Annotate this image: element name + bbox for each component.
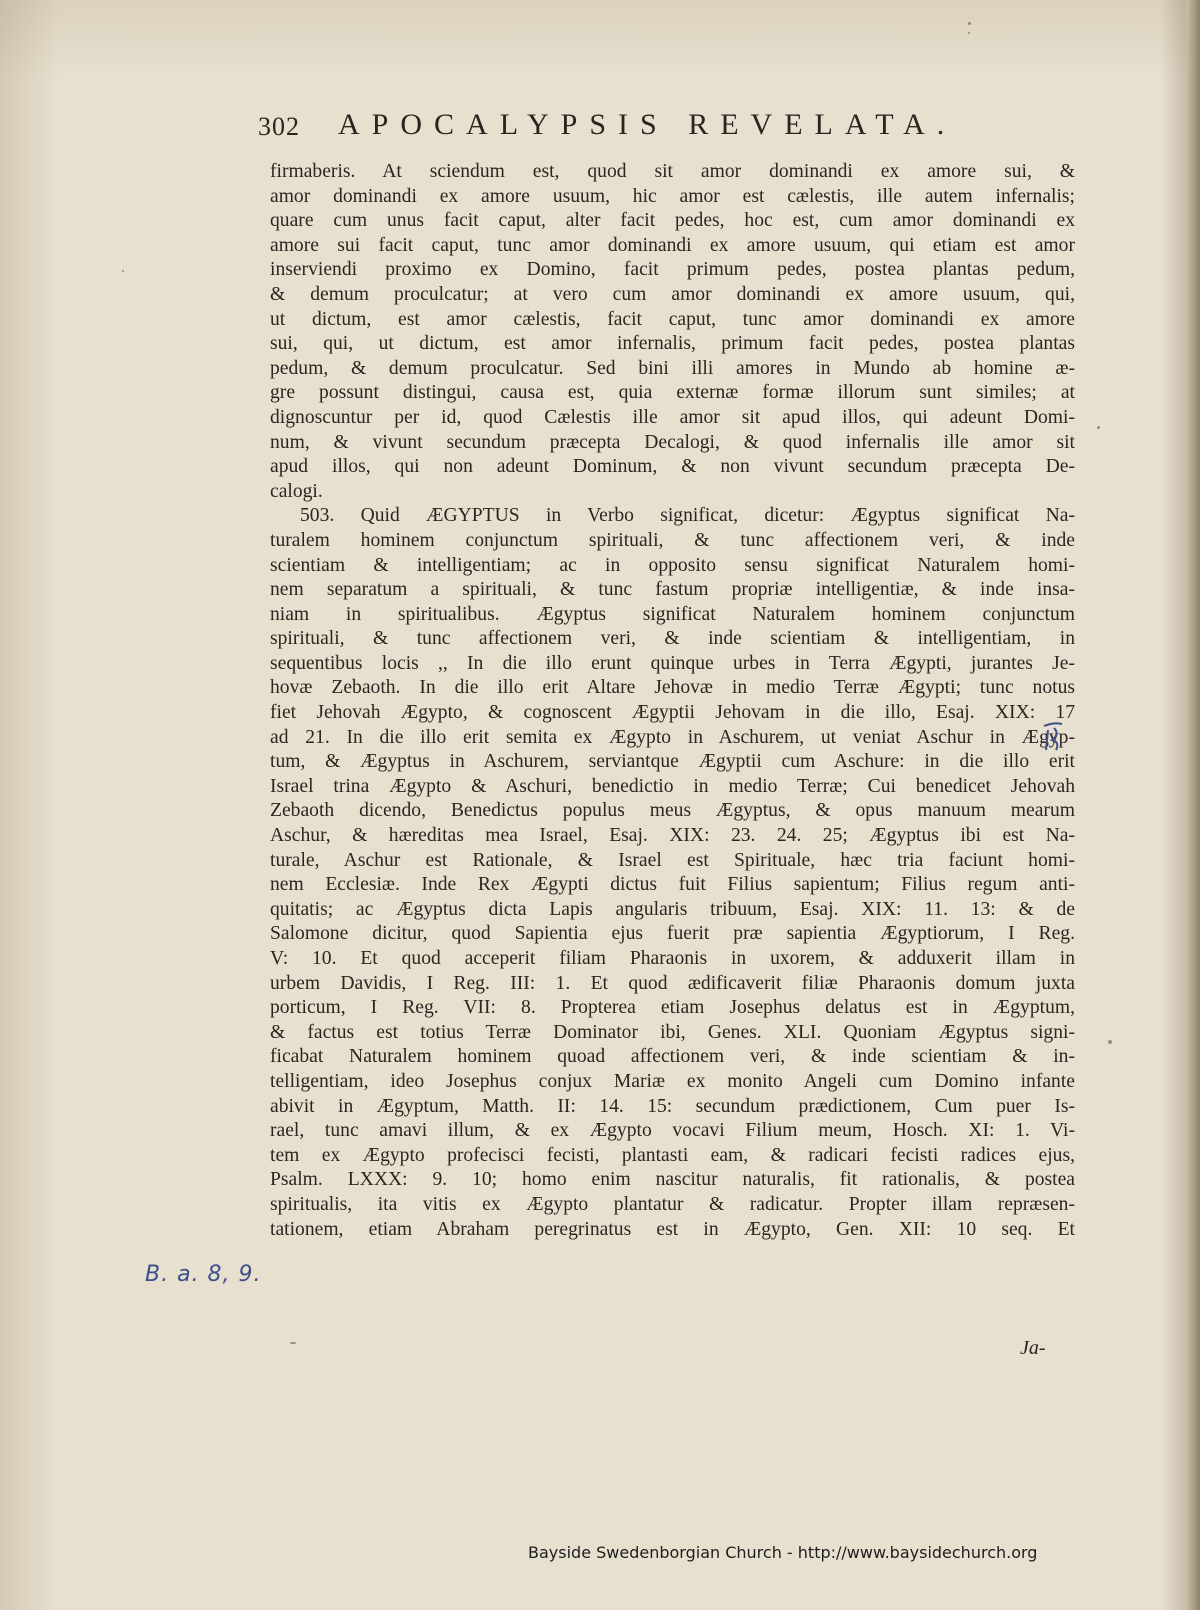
text-line: ut dictum, est amor cælestis, facit caput, tunc amor dominandi ex amore <box>270 308 1075 330</box>
text-line: calogi. <box>270 480 323 502</box>
text-line: urbem Davidis, I Reg. III: 1. Et quod ædificaverit filiæ Pharaonis domum juxta <box>270 972 1075 994</box>
text-line: ad 21. In die illo erit semita ex Ægypto in Aschurem, ut veniat Aschur in Ægyp- <box>270 726 1075 748</box>
handwritten-margin-note: B. a. 8, 9. <box>145 1262 262 1287</box>
text-line: spirituali, & tunc affectionem veri, & inde scientiam & intelligentiam, in <box>270 628 1075 650</box>
text-line: & factus est totius Terræ Dominator ibi, Genes. XLI. Quoniam Ægyptus signi- <box>270 1021 1075 1043</box>
text-line: & demum proculcatur; at vero cum amor dominandi ex amore usuum, qui, <box>270 283 1075 305</box>
text-line: rael, tunc amavi illum, & ex Ægypto vocavi Filium meum, Hosch. XI: 1. Vi- <box>270 1120 1075 1142</box>
text-line: tem ex Ægypto profecisci fecisti, plantasti eam, & radicari fecisti radices ejus, <box>270 1144 1075 1166</box>
section-503-start: 503. Quid ÆGYPTUS in Verbo significat, dicetur: Ægyptus significat Na- <box>300 505 1075 527</box>
body-text <box>270 160 1075 1242</box>
text-line: Psalm. LXXX: 9. 10; homo enim nascitur naturalis, fit rationalis, & postea <box>270 1169 1075 1191</box>
text-line: amor dominandi ex amore usuum, hic amor est cælestis, ille autem infernalis; <box>270 185 1075 207</box>
text-line: niam in spiritualibus. Ægyptus significat Naturalem hominem conjunctum <box>270 603 1075 625</box>
text-line: ficabat Naturalem hominem quoad affectionem veri, & inde scientiam & in- <box>270 1046 1075 1068</box>
text-line: pedum, & demum proculcatur. Sed bini illi amores in Mundo ab homine æ- <box>270 357 1075 379</box>
text-line: V: 10. Et quod acceperit filiam Pharaonis in uxorem, & adduxerit illam in <box>270 948 1075 969</box>
text-line: spiritualis, ita vitis ex Ægypto plantatur & radicatur. Propter illam repræsen- <box>270 1193 1075 1215</box>
text-line: turale, Aschur est Rationale, & Israel est Spirituale, hæc tria faciunt homi- <box>270 849 1075 871</box>
text-line: Israel trina Ægypto & Aschuri, benedictio in medio Terræ; Cui benedicet Jehovah <box>270 775 1075 797</box>
text-line: hovæ Zebaoth. In die illo erit Altare Jehovæ in medio Terræ Ægypti; tunc notus <box>270 677 1075 699</box>
text-line: tationem, etiam Abraham peregrinatus est in Ægypto, Gen. XII: 10 seq. Et <box>270 1218 1075 1240</box>
page-header <box>258 108 1028 148</box>
text-line: num, & vivunt secundum præcepta Decalogi, & quod infernalis ille amor sit <box>270 431 1075 453</box>
text-line: turalem hominem conjunctum spirituali, & tunc affectionem veri, & inde <box>270 529 1075 551</box>
text-line: quitatis; ac Ægyptus dicta Lapis angularis tribuum, Esaj. XIX: 11. 13: & de <box>270 898 1075 920</box>
text-line: gre possunt distingui, causa est, quia externæ formæ illorum sunt similes; at <box>270 382 1075 404</box>
text-line: abivit in Ægyptum, Matth. II: 14. 15: secundum prædictionem, Cum puer Is- <box>270 1095 1075 1117</box>
text-line: Zebaoth dicendo, Benedictus populus meus Ægyptus, & opus manuum mearum <box>270 800 1075 822</box>
text-line: telligentiam, ideo Josephus conjux Mariæ ex monito Angeli cum Domino infante <box>270 1070 1075 1092</box>
page-number: 302 <box>258 112 300 141</box>
text-line: amore sui facit caput, tunc amor dominandi ex amore usuum, qui etiam est amor <box>270 234 1075 256</box>
text-line: porticum, I Reg. VII: 8. Propterea etiam Josephus delatus est in Ægyptum, <box>270 997 1075 1019</box>
text-line: apud illos, qui non adeunt Dominum, & non vivunt secundum præcepta De- <box>270 456 1075 478</box>
text-line: fiet Jehovah Ægypto, & cognoscent Ægyptii Jehovam in die illo, Esaj. XIX: 17 <box>270 702 1075 724</box>
page-edge-shadow <box>1186 0 1200 1610</box>
text-line: Salomone dicitur, quod Sapientia ejus fuerit præ sapientia Ægyptiorum, I Reg. <box>270 923 1075 945</box>
text-line: firmaberis. At sciendum est, quod sit amor dominandi ex amore sui, & <box>270 161 1075 182</box>
text-line: nem Ecclesiæ. Inde Rex Ægypti dictus fuit Filius sapientum; Filius regum anti- <box>270 874 1075 896</box>
footer-credit: Bayside Swedenborgian Church - http://www.baysidechurch.org <box>528 1543 1038 1562</box>
text-line: Aschur, & hæreditas mea Israel, Esaj. XIX: 23. 24. 25; Ægyptus ibi est Na- <box>270 825 1075 847</box>
text-line: tum, & Ægyptus in Aschurem, serviantque Ægyptii cum Aschure: in die illo erit <box>270 751 1075 773</box>
text-line: scientiam & intelligentiam; ac in opposito sensu significat Naturalem homi- <box>270 554 1075 576</box>
text-line: nem separatum a spirituali, & tunc fastum propriæ intelligentiæ, & inde insa- <box>270 579 1075 601</box>
text-line: quare cum unus facit caput, alter facit pedes, hoc est, cum amor dominandi ex <box>270 210 1075 232</box>
handwritten-correction-mark <box>1040 720 1066 754</box>
text-line: dignoscuntur per id, quod Cælestis ille amor sit apud illos, qui adeunt Domi- <box>270 406 1075 428</box>
running-head: APOCALYPSIS REVELATA. <box>338 108 957 141</box>
text-line: sequentibus locis ,, In die illo erunt quinque urbes in Terra Ægypti, jurantes Je- <box>270 652 1075 674</box>
catchword: Ja- <box>1020 1337 1046 1359</box>
text-line: sui, qui, ut dictum, est amor infernalis, primum facit pedes, postea plantas <box>270 333 1075 355</box>
text-line: inserviendi proximo ex Domino, facit primum pedes, postea plantas pedum, <box>270 259 1075 281</box>
